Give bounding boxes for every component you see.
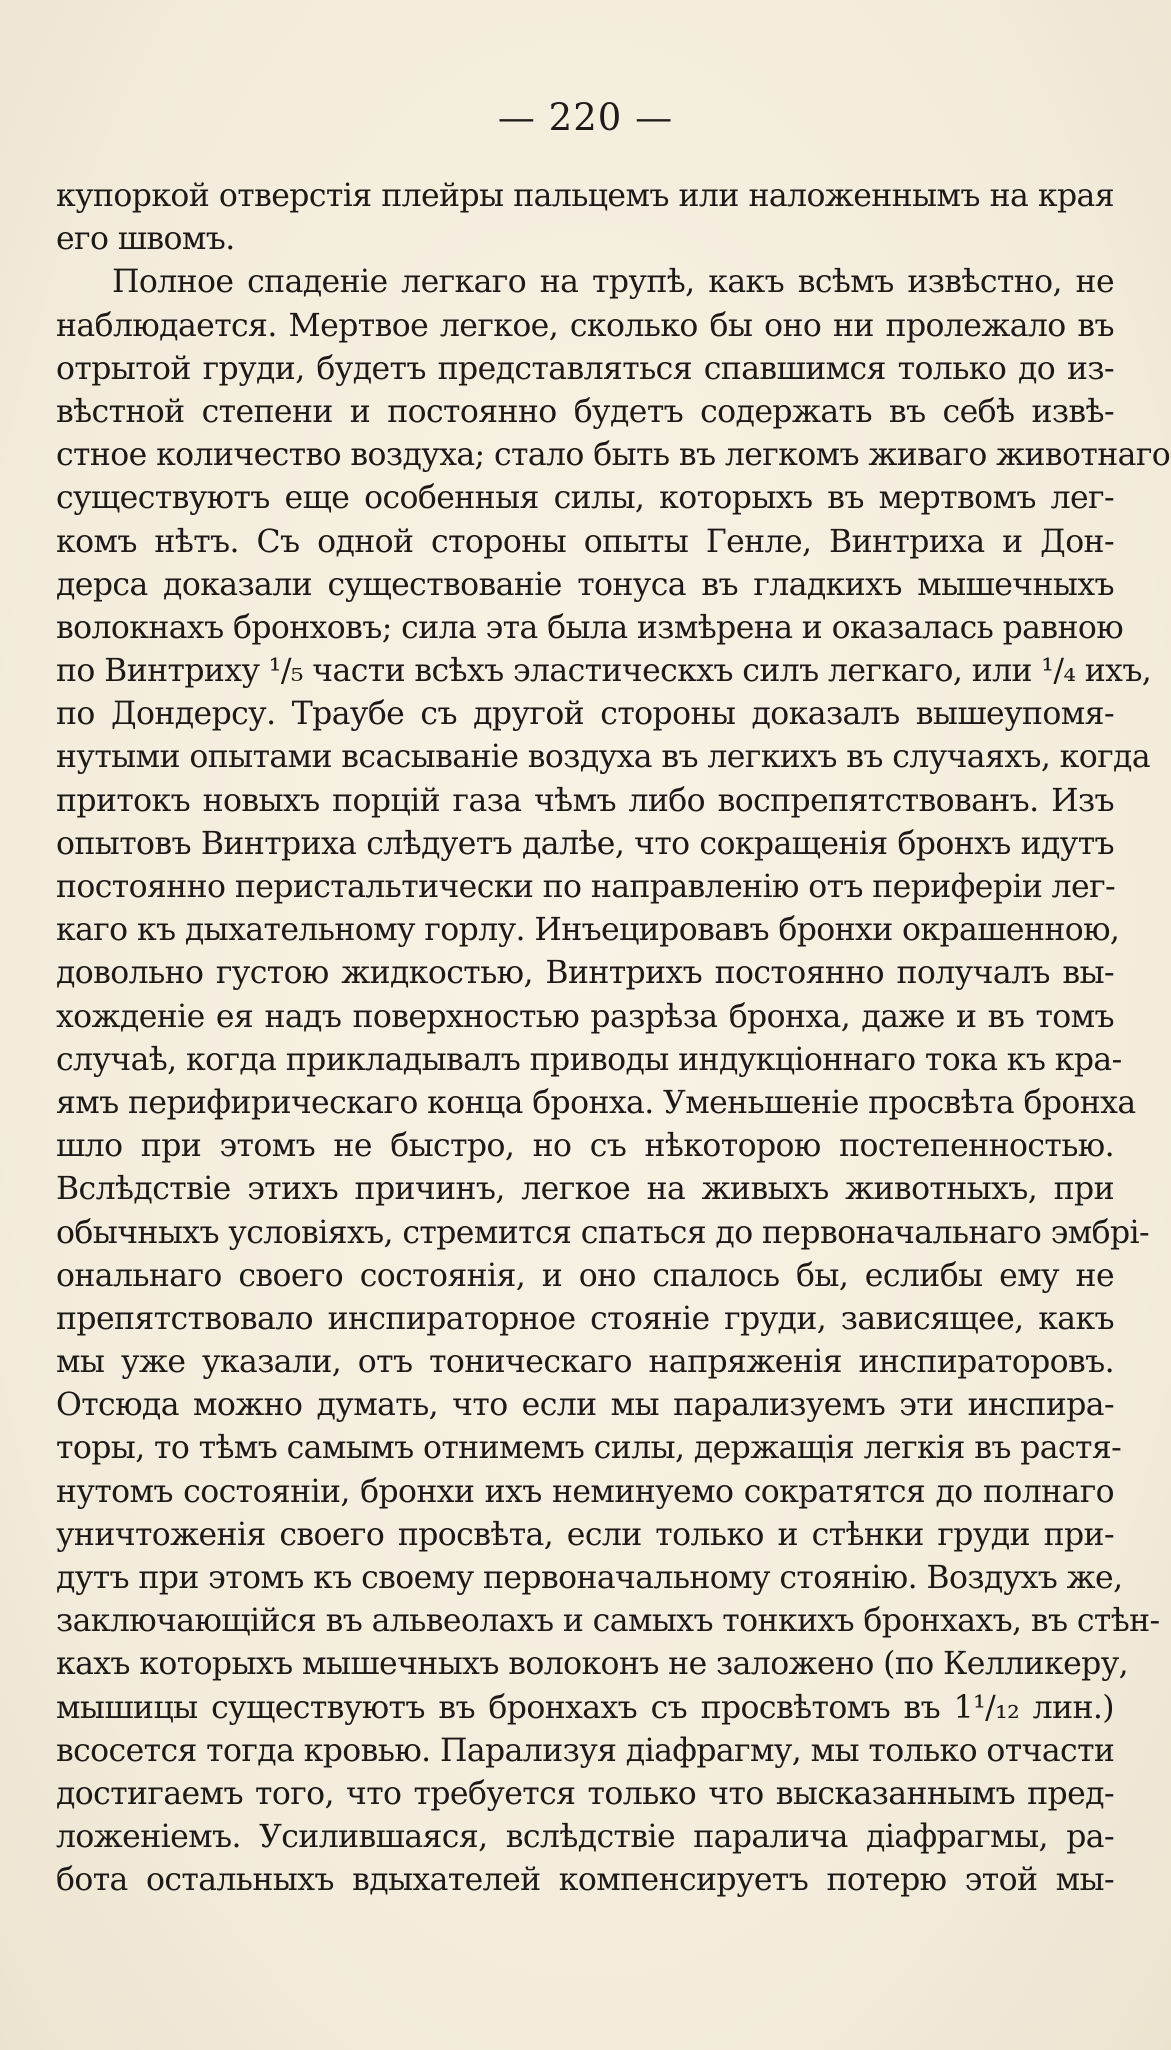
text-line: нутыми опытами всасываніе воздуха въ легкихъ въ случаяхъ, когда <box>56 739 1151 776</box>
text-line: торы, то тѣмъ самымъ отнимемъ силы, держащія легкія въ растя- <box>56 1430 1122 1467</box>
text-line: существуютъ еще особенныя силы, которыхъ въ мертвомъ лег- <box>56 480 1114 517</box>
text-line: препятствовало инспираторное стояніе груди, зависящее, какъ <box>56 1300 1114 1337</box>
text-line: уничтоженія своего просвѣта, если только и стѣнки груди при- <box>56 1516 1114 1553</box>
text-line: ямъ перифирическаго конца бронха. Уменьшеніе просвѣта бронха <box>56 1084 1136 1121</box>
text-line: мышицы существуютъ въ бронхахъ съ просвѣтомъ въ 1¹/₁₂ лин.) <box>56 1689 1114 1726</box>
text-line: каго къ дыхательному горлу. Инъецировавъ бронхи окрашенною, <box>56 912 1120 949</box>
text-line: дутъ при этомъ къ своему первоначальному стоянію. Воздухъ же, <box>56 1560 1123 1596</box>
text-line: заключающійся въ альвеолахъ и самыхъ тонкихъ бронхахъ, въ стѣн- <box>56 1603 1160 1640</box>
text-line: Вслѣдствіе этихъ причинъ, легкое на живыхъ животныхъ, при <box>56 1171 1114 1208</box>
text-line: ложеніемъ. Усилившаяся, вслѣдствіе паралича діафрагмы, ра- <box>56 1819 1114 1856</box>
text-line: Полное спаденіе легкаго на трупѣ, какъ всѣмъ извѣстно, не <box>112 264 1114 301</box>
text-line: шло при этомъ не быстро, но съ нѣкоторою постепенностью. <box>56 1128 1114 1165</box>
text-line: комъ нѣтъ. Съ одной стороны опыты Генле, Винтриха и Дон- <box>56 523 1114 560</box>
text-line: его швомъ. <box>56 221 235 258</box>
text-line: ональнаго своего состоянія, и оно спалось бы, еслибы ему не <box>56 1257 1114 1294</box>
text-line: притокъ новыхъ порцій газа чѣмъ либо воспрепятствованъ. Изъ <box>56 782 1114 819</box>
text-line: по Винтриху ¹/₅ части всѣхъ эластическхъ силъ легкаго, или ¹/₄ ихъ, <box>56 653 1152 690</box>
text-line: мы уже указали, отъ тоническаго напряженія инспираторовъ. <box>56 1344 1114 1381</box>
text-line: опытовъ Винтриха слѣдуетъ далѣе, что сокращенія бронхъ идутъ <box>56 825 1114 862</box>
text-line: случаѣ, когда прикладывалъ приводы индукціоннаго тока къ кра- <box>56 1041 1122 1078</box>
text-line: дерса доказали существованіе тонуса въ гладкихъ мышечныхъ <box>56 566 1114 603</box>
page-number: — 220 — <box>497 96 674 139</box>
body-text <box>56 175 1171 1903</box>
text-line: Отсюда можно думать, что если мы парализуемъ эти инспира- <box>56 1387 1114 1424</box>
text-line: бота остальныхъ вдыхателей компенсируетъ потерю этой мы- <box>56 1862 1114 1899</box>
text-line: волокнахъ бронховъ; сила эта была измѣрена и оказалась равною <box>56 609 1124 646</box>
text-line: нутомъ состояніи, бронхи ихъ неминуемо сократятся до полнаго <box>56 1473 1114 1510</box>
text-line: по Дондерсу. Траубе съ другой стороны доказалъ вышеупомя- <box>56 696 1114 733</box>
text-line: вѣстной степени и постоянно будетъ содержать въ себѣ извѣ- <box>56 393 1114 430</box>
text-line: обычныхъ условіяхъ, стремится спаться до первоначальнаго эмбрі- <box>56 1214 1150 1251</box>
text-line: постоянно перистальтически по направленію отъ периферіи лег- <box>56 869 1116 905</box>
text-line: достигаемъ того, что требуется только что высказаннымъ пред- <box>56 1775 1114 1812</box>
text-line: отрытой груди, будетъ представляться спавшимся только до из- <box>56 350 1114 387</box>
text-line: наблюдается. Мертвое легкое, сколько бы оно ни пролежало въ <box>56 307 1114 344</box>
text-line: купоркой отверстія плейры пальцемъ или наложеннымъ на края <box>56 178 1114 214</box>
text-line: довольно густою жидкостью, Винтрихъ постоянно получалъ вы- <box>56 955 1114 992</box>
text-line: всосется тогда кровью. Парализуя діафрагму, мы только отчасти <box>56 1732 1115 1769</box>
text-line: кахъ которыхъ мышечныхъ волоконъ не заложено (по Келликеру, <box>56 1646 1129 1683</box>
text-line: хожденіе ея надъ поверхностью разрѣза бронха, даже и въ томъ <box>56 998 1114 1035</box>
text-line: стное количество воздуха; стало быть въ легкомъ живаго животнаго <box>56 437 1171 474</box>
